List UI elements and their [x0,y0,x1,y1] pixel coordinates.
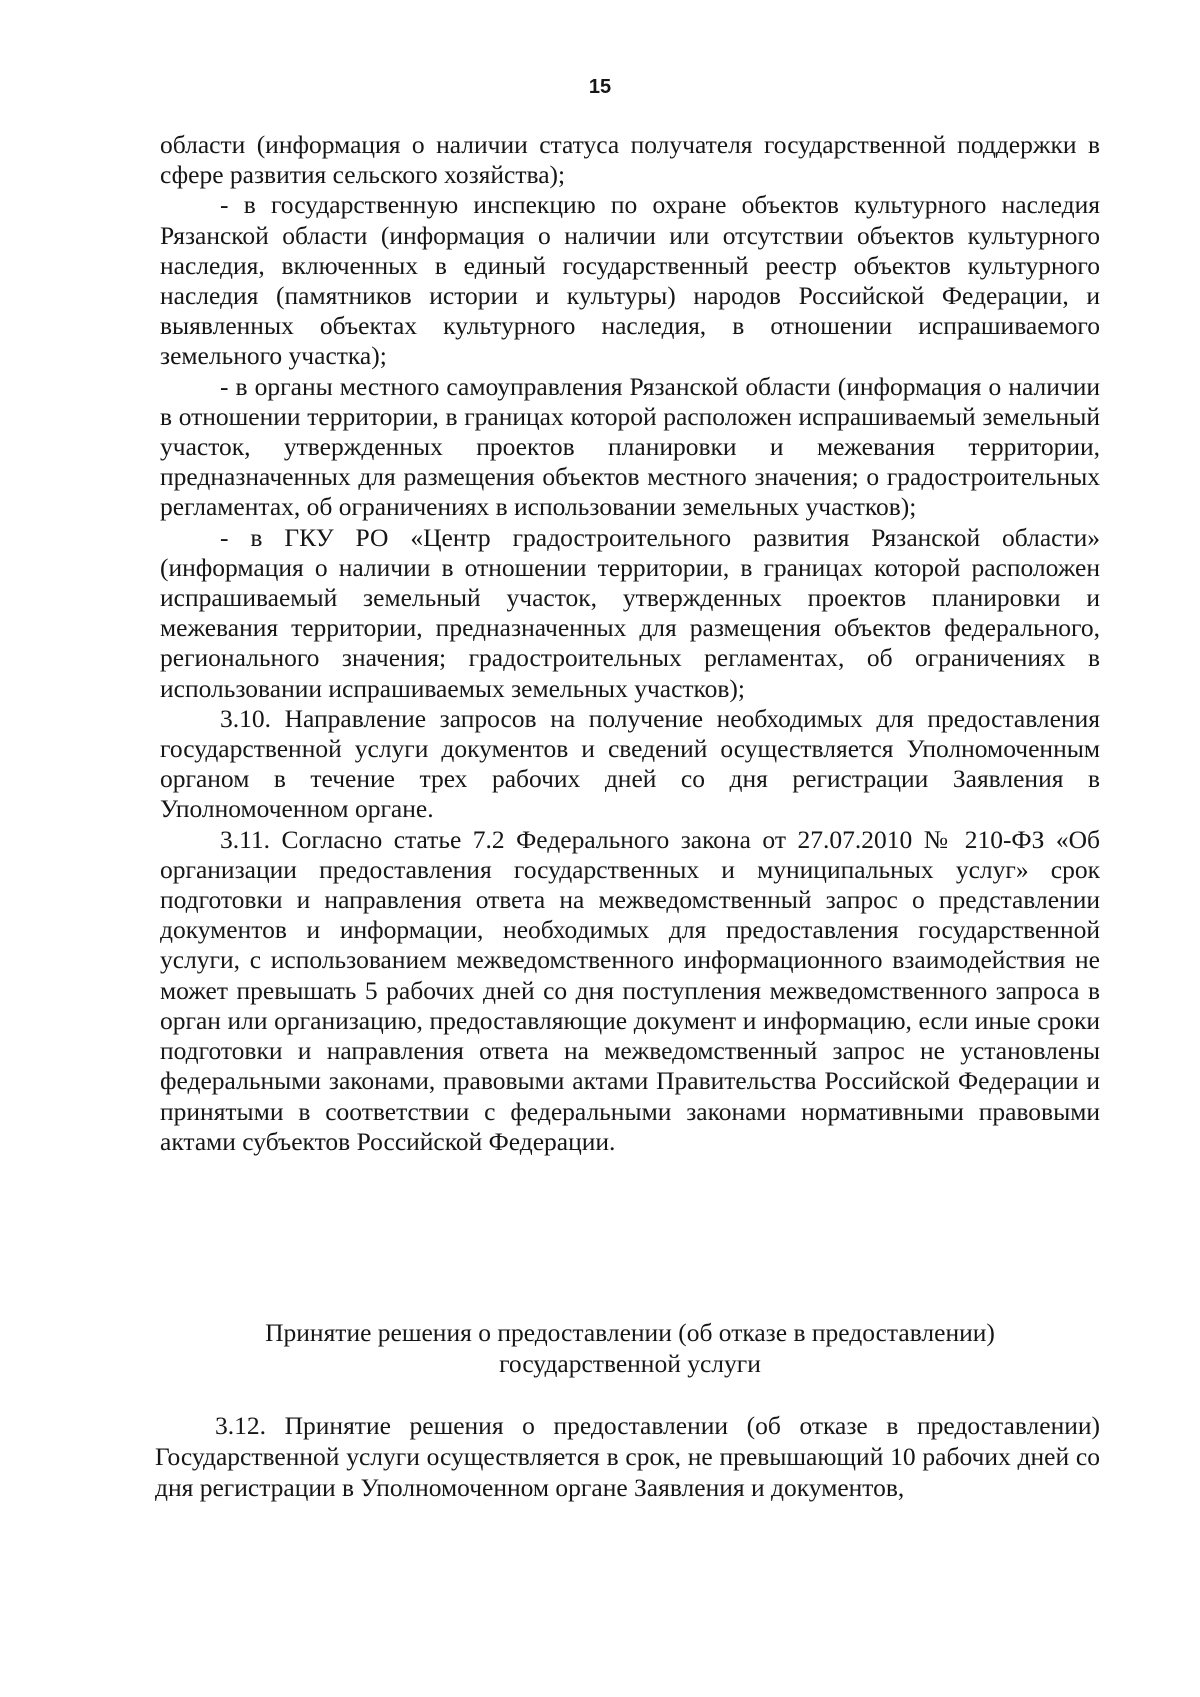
body-text [160,130,1100,1157]
paragraph-gku-ro: - в ГКУ РО «Центр градостроительного развития Рязанской области» (информация о наличии в отношении территории, в границах которой расположен испрашиваемый земельный участок, утвержденных проектов планировки и межевания территории, предназначенных для размещения объектов федерального, регионального значения; градостроительных регламентах, об ограничениях в использовании испрашиваемых земельных участков); [160,522,1100,703]
section-heading-line-2: государственной услуги [499,1349,761,1378]
paragraph-3-10: 3.10. Направление запросов на получение необходимых для предоставления государственной услуги документов и сведений осуществляется Уполномоченным органом в течение трех рабочих дней со дня регистрации Заявления в Уполномоченном органе. [160,703,1100,824]
page-number: 15 [588,76,612,98]
paragraph-culture-heritage-inspection: - в государственную инспекцию по охране объектов культурного наследия Рязанской области (информация о наличии или отсутствии объектов культурного наследия, включенных в единый государственный реестр объектов культурного наследия (памятников истории и культуры) народов Российской Федерации, и выявленных объектах культурного наследия, в отношении испрашиваемого земельного участка); [160,190,1100,371]
paragraph-3-12: 3.12. Принятие решения о предоставлении (об отказе в предоставлении) Государственной услуги осуществляется в срок, не превышающий 10 рабочих дней со дня регистрации в Уполномоченном органе Заявления и документов, [155,1411,1100,1502]
paragraph-3-11: 3.11. Согласно статье 7.2 Федерального закона от 27.07.2010 № 210-ФЗ «Об организации предоставления государственных и муниципальных услуг» срок подготовки и направления ответа на межведомственный запрос о представлении документов и информации, необходимых для предоставления государственной услуги, с использованием межведомственного информационного взаимодействия не может превышать 5 рабочих дней со дня поступления межведомственного запроса в орган или организацию, предоставляющие документ и информацию, если иные сроки подготовки и направления ответа на межведомственный запрос не установлены федеральными законами, правовыми актами Правительства Российской Федерации и принятыми в соответствии с федеральными законами нормативными правовыми актами субъектов Российской Федерации. [160,824,1100,1156]
paragraph-local-government: - в органы местного самоуправления Рязанской области (информация о наличии в отношении территории, в границах которой расположен испрашиваемый земельный участок, утвержденных проектов планировки и межевания территории, предназначенных для размещения объектов местного значения; о градостроительных регламентах, об ограничениях в использовании земельных участков); [160,371,1100,522]
section-heading-line-1: Принятие решения о предоставлении (об отказе в предоставлении) [265,1318,995,1347]
paragraph-continuation: области (информация о наличии статуса получателя государственной поддержки в сфере развития сельского хозяйства); [160,130,1100,190]
section-3-12 [155,1410,1100,1503]
section-heading [160,1317,1100,1379]
